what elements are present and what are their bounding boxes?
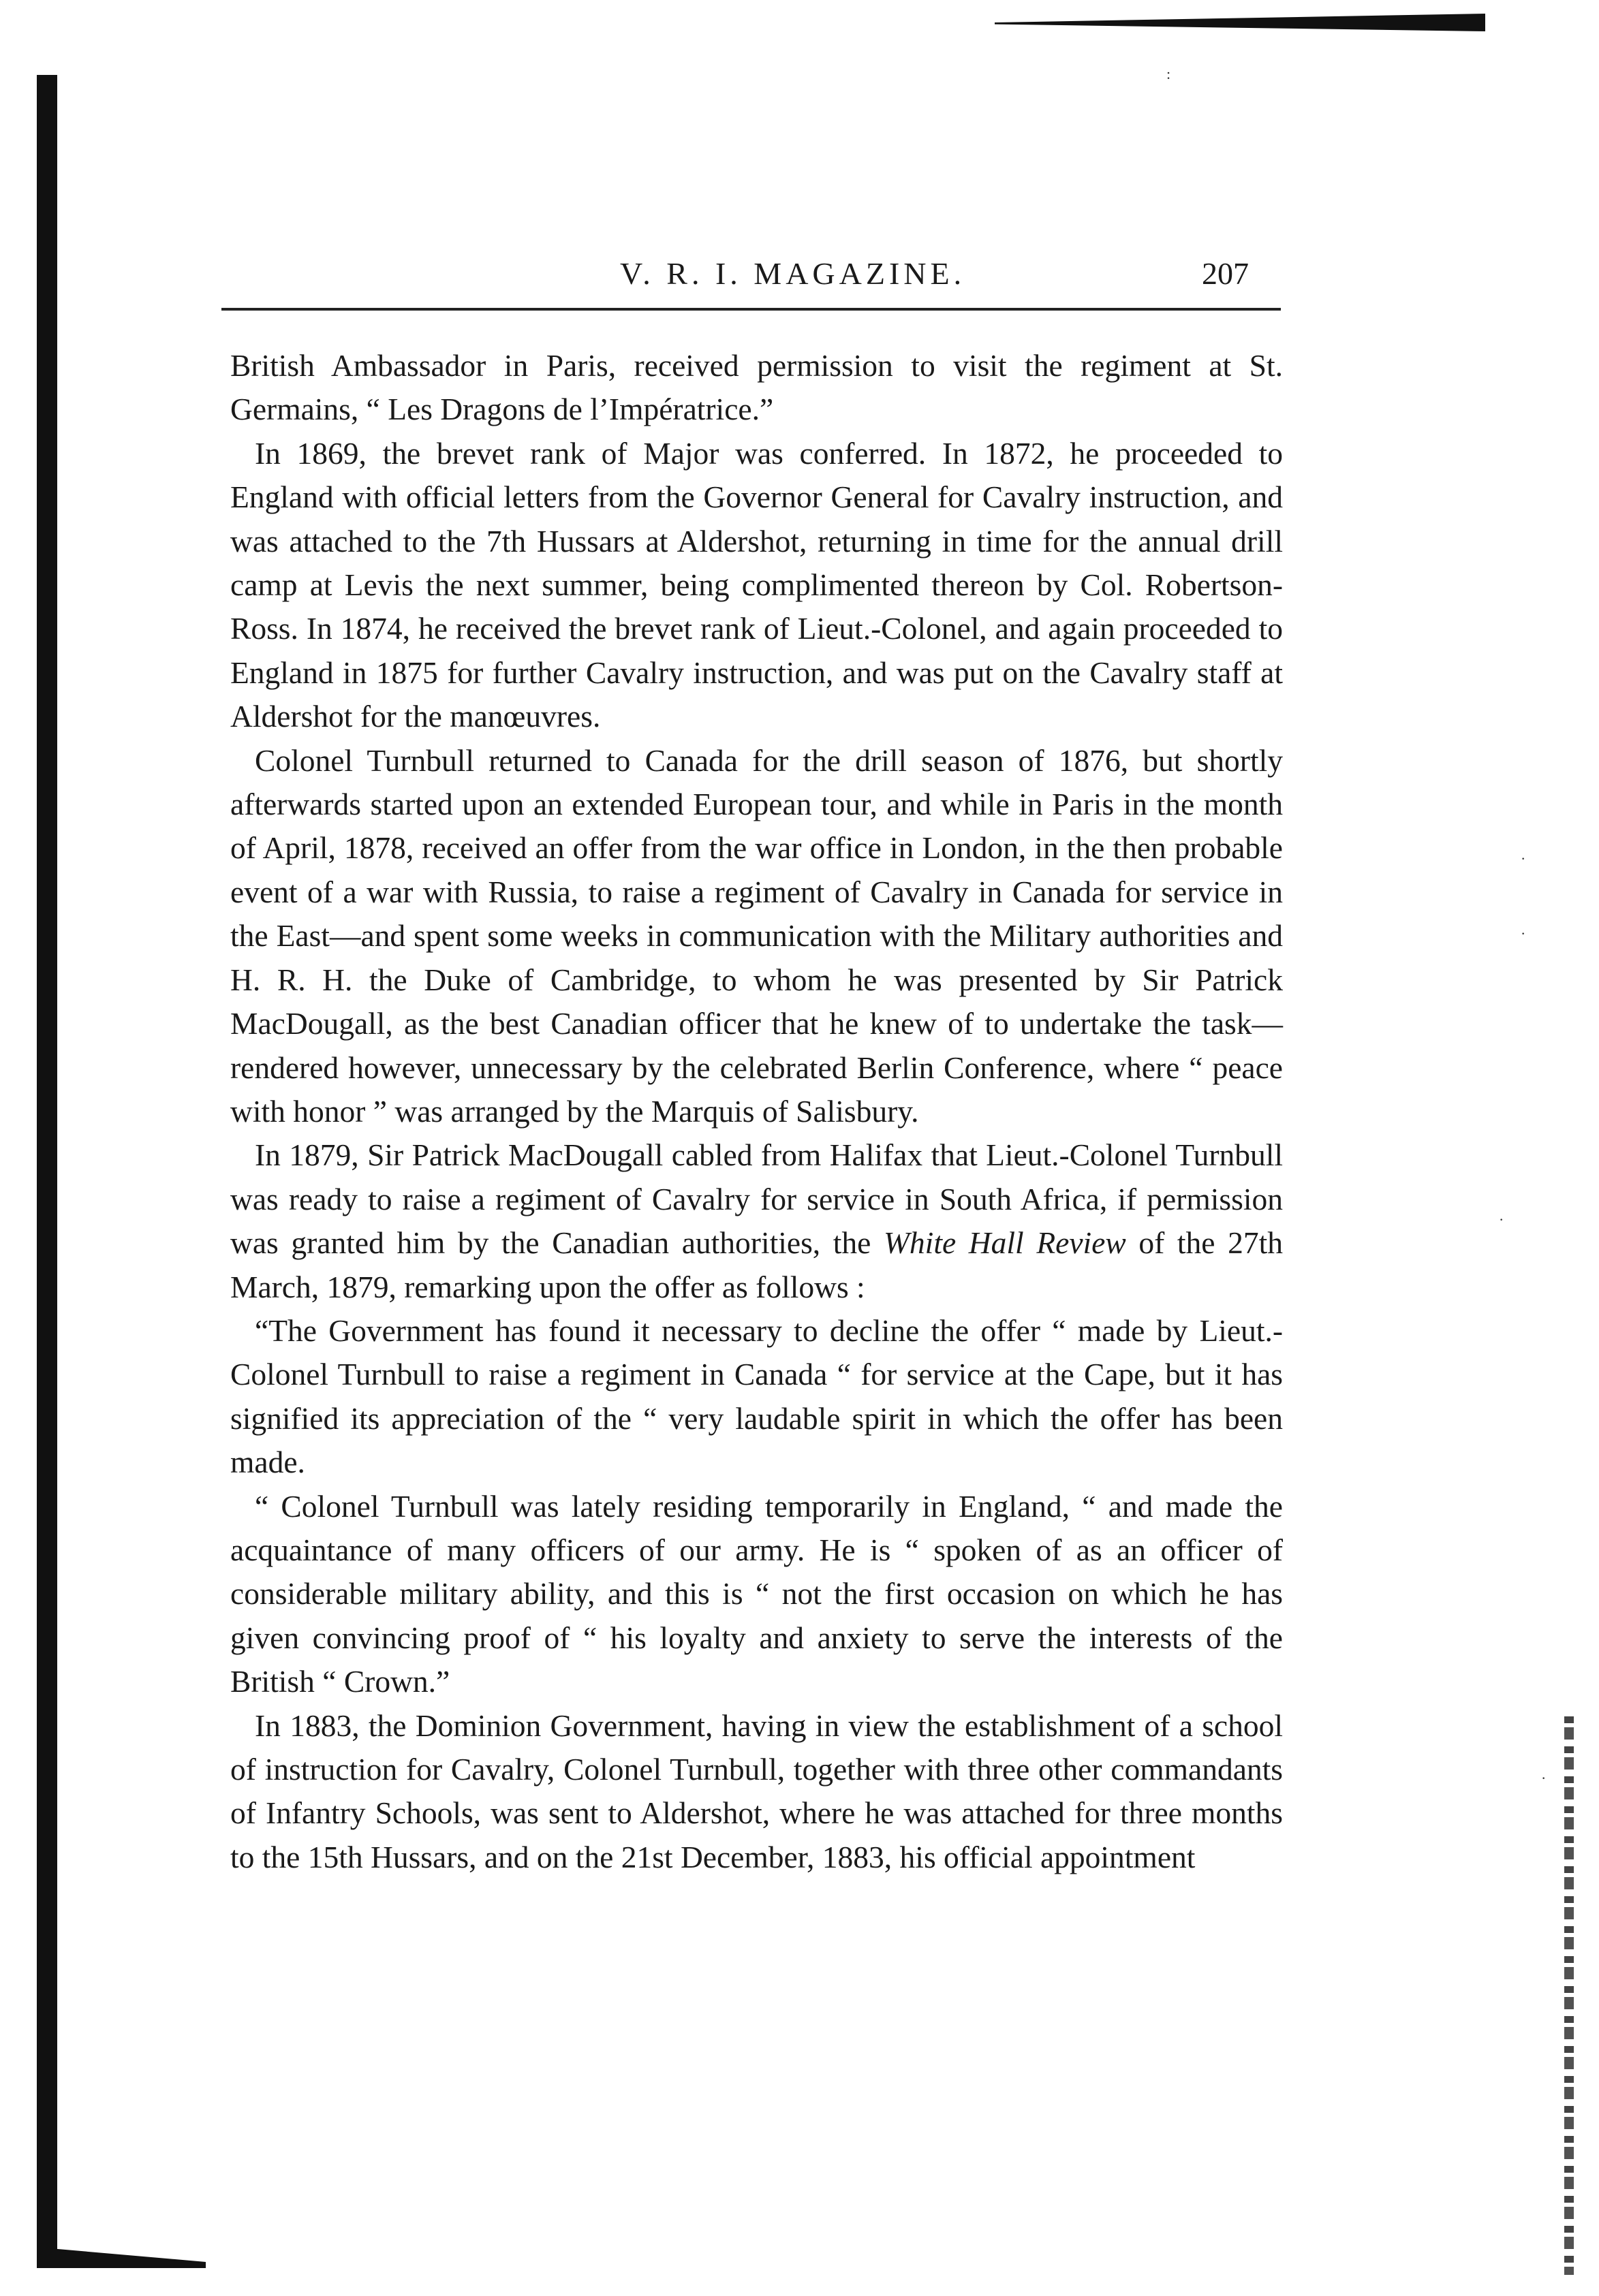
publication-title: White Hall Review bbox=[884, 1225, 1126, 1261]
scan-top-rule bbox=[995, 14, 1485, 31]
page-number: 207 bbox=[1202, 256, 1249, 291]
paragraph: British Ambassador in Paris, received permission to visit the regiment at St. Germains, “ Les Dragons de l’Impératrice.” bbox=[230, 348, 1283, 427]
paragraph-text: In 1879, Sir Patrick MacDougall cabled from Halifax that Lieut.-Colonel Turnbull was ready to raise a regiment of Cavalry for service in South Africa, if permission was granted him by the Canadian authorities, the bbox=[230, 1137, 1283, 1261]
header-rule bbox=[221, 308, 1281, 311]
scan-speck: · bbox=[1521, 850, 1526, 867]
quoted-paragraph: “The Government has found it necessary to decline the offer “ made by Lieut.-Colonel Turnbull to raise a regiment in Canada “ for service at the Cape, but it has signified its appreciation of the “ very laudable spirit in which the offer has been made. bbox=[230, 1312, 1283, 1480]
article-body bbox=[230, 344, 1283, 1879]
paragraph: In 1883, the Dominion Government, having in view the establishment of a school of instruction for Cavalry, Colonel Turnbull, together with three other commandants of Infantry Schools, was sent to Aldershot, where he was attached for three months to the 15th Hussars, and on the 21st December, 1883, his official appointment bbox=[230, 1708, 1283, 1874]
scan-speck: : bbox=[1166, 65, 1171, 82]
paragraph: Colonel Turnbull returned to Canada for the drill season of 1876, but shortly afterwards started upon an extended European tour, and while in Paris in the month of April, 1878, received an offer from the war office in London, in the then probable event of a war with Russia, to raise a regiment of Cavalry in Canada for service in the East—and spent some weeks in communication with the Military authorities and H. R. H. the Duke of Cambridge, to whom he was presented by Sir Patrick MacDougall, as the best Canadian officer that he knew of to undertake the task—rendered however, unnecessary by the celebrated Berlin Conference, where “ peace with honor ” was arranged by the Marquis of Salisbury. bbox=[230, 742, 1283, 1129]
scan-right-edge bbox=[1564, 1716, 1574, 2275]
page-title: V. R. I. MAGAZINE. bbox=[620, 256, 966, 291]
paragraph bbox=[230, 1133, 1283, 1309]
scan-speck: · bbox=[1541, 1770, 1547, 1787]
running-head bbox=[232, 255, 1281, 296]
paragraph: In 1869, the brevet rank of Major was conferred. In 1872, he proceeded to England with official letters from the Governor General for Cavalry instruction, and was attached to the 7th Hussars at Aldershot, returning in time for the annual drill camp at Levis the next summer, being complimented thereon by Col. Robertson-Ross. In 1874, he received the brevet rank of Lieut.-Colonel, and again proceeded to England in 1875 for further Cavalry instruction, and was put on the Cavalry staff at Aldershot for the manœuvres. bbox=[230, 435, 1283, 734]
quoted-paragraph: “ Colonel Turnbull was lately residing temporarily in England, “ and made the acquaintance of many officers of our army. He is “ spoken of as an officer of considerable military ability, and this is “ not the first occasion on which he has given convincing proof of “ his loyalty and anxiety to serve the interests of the British “ Crown.” bbox=[230, 1488, 1283, 1699]
scan-speck: · bbox=[1521, 925, 1526, 942]
scan-left-edge bbox=[37, 75, 57, 2268]
scan-bottom-corner bbox=[42, 2248, 206, 2268]
scan-speck: · bbox=[1499, 1211, 1504, 1228]
paragraph-text: of the 27th March, 1879, remarking upon the offer as follows : bbox=[230, 1225, 1283, 1304]
